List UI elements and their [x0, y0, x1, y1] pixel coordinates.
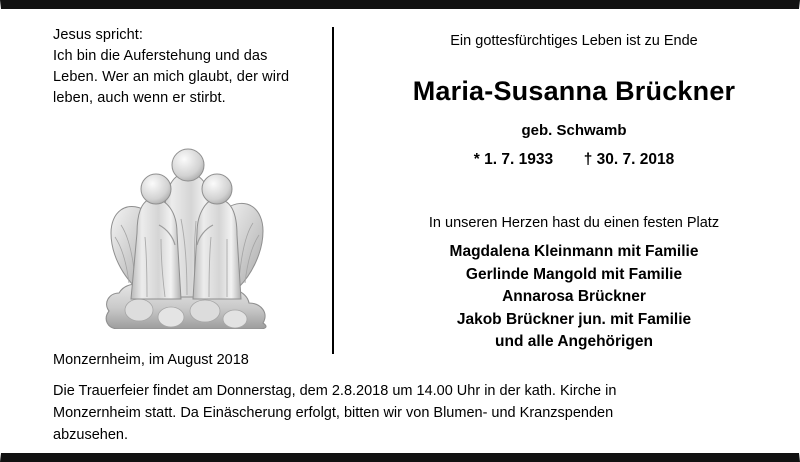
top-region — [1, 9, 800, 368]
funeral-information — [53, 380, 753, 446]
funeral-info-line: Die Trauerfeier findet am Donnerstag, dem 2.8.2018 um 14.00 Uhr in der kath. Kirche in — [53, 383, 617, 399]
vertical-divider — [332, 27, 334, 354]
memory-line: In unseren Herzen hast du einen festen Platz — [428, 215, 720, 231]
mourner-item: Gerlinde Mangold mit Familie — [465, 265, 683, 283]
funeral-info-line: abzusehen. — [53, 427, 128, 443]
intro-line: Ein gottesfürchtiges Leben ist zu Ende — [450, 33, 698, 49]
mourners-list — [364, 241, 784, 354]
life-dates — [364, 150, 784, 170]
left-column — [53, 25, 321, 368]
notice-inner — [1, 9, 800, 453]
birth-date: * 1. 7. 1933 — [473, 151, 554, 168]
verse-line: leben, auch wenn er stirbt. — [53, 90, 226, 106]
angel-statue-icon — [101, 133, 276, 329]
mourner-item: Jakob Brückner jun. mit Familie — [456, 310, 692, 328]
deceased-name: Maria-Susanna Brückner — [412, 76, 736, 106]
right-column — [364, 31, 784, 354]
funeral-info-line: Monzernheim statt. Da Einäscherung erfolgt, bitten wir von Blumen- und Kranzspenden — [53, 405, 614, 421]
verse-line: Jesus spricht: — [53, 27, 144, 43]
mourner-item: Magdalena Kleinmann mit Familie — [449, 243, 699, 260]
place-and-date: Monzernheim, im August 2018 — [53, 352, 249, 368]
bible-verse — [53, 25, 321, 109]
mourner-item: und alle Angehörigen — [495, 333, 653, 350]
mourner-item: Annarosa Brückner — [502, 288, 646, 305]
verse-line: Leben. Wer an mich glaubt, der wird — [53, 69, 290, 85]
verse-line: Ich bin die Auferstehung und das — [53, 48, 268, 64]
death-date: † 30. 7. 2018 — [583, 151, 675, 168]
maiden-name: geb. Schwamb — [521, 122, 627, 139]
